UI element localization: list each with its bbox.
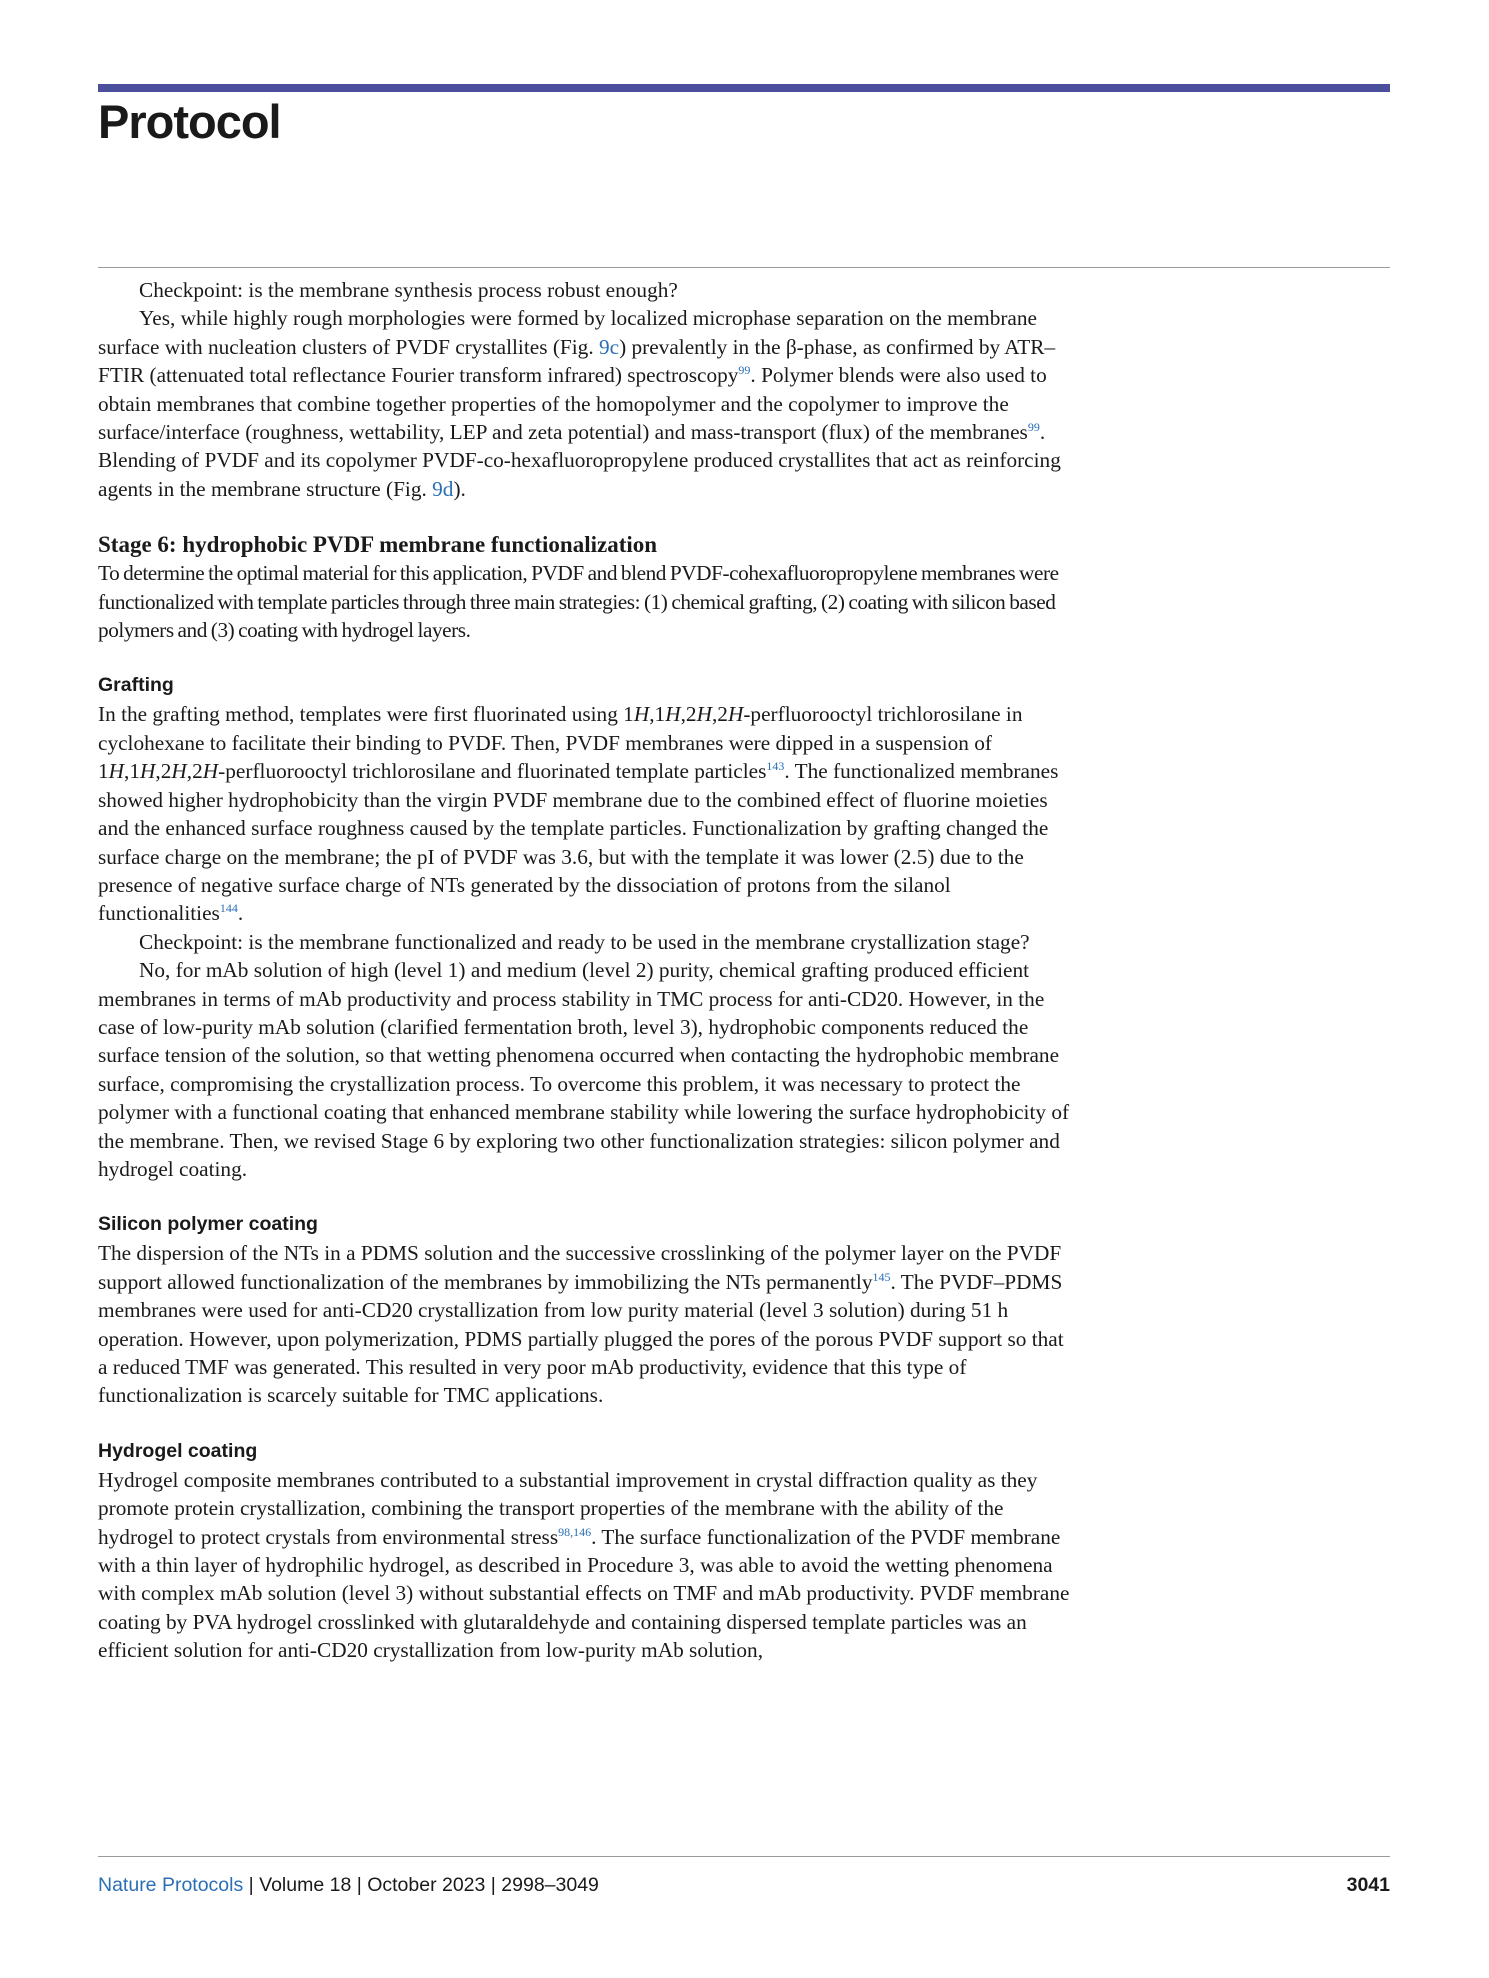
text-run: ) prevalently in the β-phase, as confirmed by ATR–FTIR (attenuated total reflectance Fourier transform infrared) spectroscopy bbox=[98, 334, 1056, 388]
text-run: Yes, while highly rough morphologies were formed by localized microphase separation on the membrane surface with nucleation clusters of PVDF crystallites (Fig. bbox=[98, 306, 1037, 359]
page-header-title: Protocol bbox=[98, 95, 281, 148]
checkpoint-answer bbox=[98, 304, 1078, 503]
text-run: In the grafting method, templates were first fluorinated using 1 bbox=[98, 702, 634, 727]
separator: | bbox=[485, 1874, 502, 1896]
article-body bbox=[98, 276, 1078, 1665]
text-run: . bbox=[237, 901, 244, 926]
header-accent-bar bbox=[98, 84, 1390, 92]
subsection-heading-hydrogel: Hydrogel coating bbox=[98, 1439, 258, 1462]
grafting-checkpoint-answer: No, for mAb solution of high (level 1) and medium (level 2) purity, chemical grafting produced efficient membranes in terms of mAb productivity and process stability in TMC process for anti-CD20. However, in the case of low-purity mAb solution (clarified fermentation broth, level 3), hydrophobic components reduced the surface tension of the solution, so that wetting phenomena occurred when contacting the hydrophobic membrane surface, compromising the crystallization process. To overcome this problem, it was necessary to protect the polymer with a functional coating that enhanced membrane stability while lowering the surface hydrophobicity of the membrane. Then, we revised Stage 6 by exploring two other functionalization strategies: silicon polymer and hydrogel coating. bbox=[98, 958, 1070, 1181]
text-run: Hydrogel composite membranes contributed to a substantial improvement in crystal diffraction quality as they promote protein crystallization, combining the transport properties of the membrane with the ability of the hydrogel to protect crystals from environmental stress bbox=[98, 1467, 1038, 1549]
text-run: ,2 bbox=[680, 702, 697, 727]
separator: | bbox=[351, 1874, 368, 1896]
figure-link-9c[interactable]: 9c bbox=[598, 334, 620, 359]
page-number: 3041 bbox=[1346, 1874, 1390, 1896]
text-run: . The surface functionalization of the PVDF membrane with a thin layer of hydrophilic hydrogel, as described in Procedure 3, was able to avoid the wetting phenomena with complex mAb solution (level 3) without substantial effects on TMF and mAb productivity. PVDF membrane coating by PVA hydrogel crosslinked with glutaraldehyde and containing dispersed template particles was an efficient solution for anti-CD20 crystallization from low-purity mAb solution, bbox=[98, 1524, 1070, 1663]
reference-link[interactable]: 143 bbox=[766, 759, 785, 774]
italic-run: H bbox=[665, 702, 681, 727]
text-run: . The PVDF–PDMS membranes were used for anti-CD20 crystallization from low purity material (level 3 solution) during 51 h operation. However, upon polymerization, PDMS partially plugged the pores of the porous PVDF support so that a reduced TMF was generated. This resulted in very poor mAb productivity, evidence that this type of functionalization is scarcely suitable for TMC applications. bbox=[98, 1269, 1064, 1408]
reference-link[interactable]: 144 bbox=[219, 901, 238, 916]
italic-run: H bbox=[727, 702, 744, 727]
text-run: ,1 bbox=[124, 759, 141, 784]
silicon-paragraph bbox=[98, 1239, 1078, 1409]
footer-divider bbox=[98, 1856, 1390, 1857]
journal-name-link[interactable]: Nature Protocols bbox=[98, 1874, 244, 1896]
reference-link[interactable]: 145 bbox=[872, 1269, 891, 1284]
text-run: . Polymer blends were also used to obtain membranes that combine together properties of the homopolymer and the copolymer to improve the surface/interface (roughness, wettability, LEP and zeta potential) and mass-transport (flux) of the membranes bbox=[98, 363, 1047, 445]
text-run: ). bbox=[453, 476, 466, 501]
volume: Volume 18 bbox=[259, 1874, 352, 1896]
italic-run: H bbox=[108, 759, 125, 784]
page-range: 2998–3049 bbox=[501, 1874, 599, 1896]
text-run: ,2 bbox=[186, 759, 203, 784]
text-run: The dispersion of the NTs in a PDMS solution and the successive crosslinking of the polymer layer on the PVDF support allowed functionalization of the membranes by immobilizing the NTs permanently bbox=[98, 1241, 1062, 1294]
header-divider bbox=[98, 267, 1390, 268]
text-run: -perfluorooctyl trichlorosilane and fluorinated template particles bbox=[218, 759, 767, 784]
italic-run: H bbox=[171, 759, 187, 784]
checkpoint-question: Checkpoint: is the membrane synthesis process robust enough? bbox=[139, 278, 678, 302]
separator: | bbox=[243, 1874, 260, 1896]
hydrogel-paragraph bbox=[98, 1466, 1078, 1665]
italic-run: H bbox=[202, 759, 219, 784]
italic-run: H bbox=[140, 759, 156, 784]
text-run: ,1 bbox=[649, 702, 666, 727]
reference-link[interactable]: 99 bbox=[738, 363, 751, 378]
stage-6-intro: To determine the optimal material for this application, PVDF and blend PVDF-cohexafluoropropylene membranes were functionalized with template particles through three main strategies: (1) chemical grafting, (2) coating with silicon based polymers and (3) coating with hydrogel layers. bbox=[98, 561, 1059, 643]
grafting-checkpoint-question: Checkpoint: is the membrane functionalized and ready to be used in the membrane crystallization stage? bbox=[139, 929, 1030, 954]
grafting-paragraph bbox=[98, 700, 1078, 927]
reference-link[interactable]: 99 bbox=[1027, 420, 1040, 435]
text-run: . The functionalized membranes showed higher hydrophobicity than the virgin PVDF membrane due to the combined effect of fluorine moieties and the enhanced surface roughness caused by the template particles. Functionalization by grafting changed the surface charge on the membrane; the pI of PVDF was 3.6, but with the template it was lower (2.5) due to the presence of negative surface charge of NTs generated by the dissociation of protons from the silanol functionalities bbox=[98, 759, 1059, 926]
footer-citation bbox=[98, 1874, 599, 1897]
italic-run: H bbox=[696, 702, 712, 727]
text-run: ,2 bbox=[711, 702, 728, 727]
italic-run: H bbox=[633, 702, 650, 727]
subsection-heading-grafting: Grafting bbox=[98, 674, 174, 697]
text-run: . Blending of PVDF and its copolymer PVDF-co-hexafluoropropylene produced crystallites that act as reinforcing agents in the membrane structure (Fig. bbox=[98, 420, 1061, 501]
figure-link-9d[interactable]: 9d bbox=[432, 476, 454, 501]
reference-link[interactable]: 98,146 bbox=[558, 1524, 592, 1539]
subsection-heading-silicon: Silicon polymer coating bbox=[98, 1213, 318, 1236]
text-run: -perfluorooctyl trichlorosilane in cyclohexane to facilitate their binding to PVDF. Then, PVDF membranes were dipped in a suspension of 1 bbox=[98, 702, 1023, 784]
text-run: ,2 bbox=[155, 759, 172, 784]
section-heading-stage-6: Stage 6: hydrophobic PVDF membrane functionalization bbox=[98, 532, 658, 558]
issue-date: October 2023 bbox=[367, 1874, 486, 1896]
